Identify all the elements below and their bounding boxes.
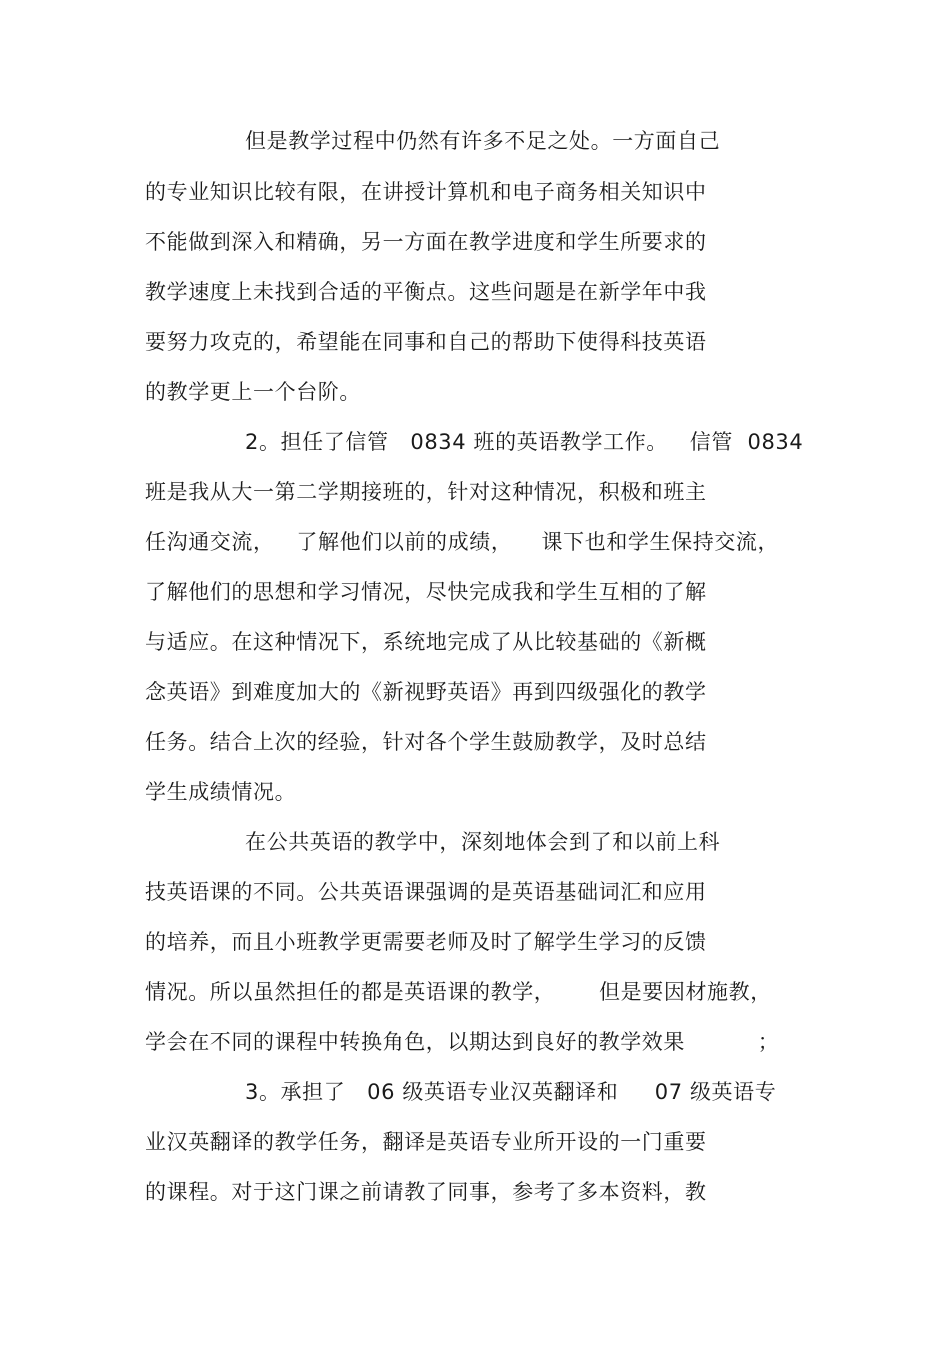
paragraph-line: 情况。所以虽然担任的都是英语课的教学， 但是要因材施教， [145, 980, 772, 1004]
paragraph-line: 了解他们的思想和学习情况，尽快完成我和学生互相的了解 [145, 580, 707, 604]
paragraph-line: 在公共英语的教学中，深刻地体会到了和以前上科 [245, 830, 721, 854]
paragraph-line: 业汉英翻译的教学任务，翻译是英语专业所开设的一门重要 [145, 1130, 707, 1154]
paragraph-line: 的课程。对于这门课之前请教了同事，参考了多本资料，教 [145, 1180, 707, 1204]
paragraph-line: 任沟通交流， 了解他们以前的成绩， 课下也和学生保持交流， [145, 530, 780, 554]
paragraph-line: 念英语》到难度加大的《新视野英语》再到四级强化的教学 [145, 680, 707, 704]
paragraph-line: 技英语课的不同。公共英语课强调的是英语基础词汇和应用 [145, 880, 707, 904]
paragraph-line: 教学速度上未找到合适的平衡点。这些问题是在新学年中我 [145, 280, 707, 304]
paragraph-line: 学生成绩情况。 [145, 780, 297, 804]
paragraph-line: 班是我从大一第二学期接班的，针对这种情况，积极和班主 [145, 480, 707, 504]
paragraph-line: 的专业知识比较有限，在讲授计算机和电子商务相关知识中 [145, 180, 707, 204]
paragraph-line: 但是教学过程中仍然有许多不足之处。一方面自己 [245, 129, 721, 153]
paragraph-line: 学会在不同的课程中转换角色，以期达到良好的教学效果 ； [145, 1030, 780, 1054]
paragraph-line: 2。担任了信管 0834 班的英语教学工作。 信管 0834 [245, 430, 804, 454]
paragraph-line: 任务。结合上次的经验，针对各个学生鼓励教学，及时总结 [145, 730, 707, 754]
paragraph-line: 不能做到深入和精确，另一方面在教学进度和学生所要求的 [145, 230, 707, 254]
paragraph-line: 与适应。在这种情况下，系统地完成了从比较基础的《新概 [145, 630, 707, 654]
paragraph-line: 要努力攻克的，希望能在同事和自己的帮助下使得科技英语 [145, 330, 707, 354]
paragraph-line: 的教学更上一个台阶。 [145, 380, 361, 404]
paragraph-line: 3。承担了 06 级英语专业汉英翻译和 07 级英语专 [245, 1080, 777, 1104]
paragraph-line: 的培养，而且小班教学更需要老师及时了解学生学习的反馈 [145, 930, 707, 954]
